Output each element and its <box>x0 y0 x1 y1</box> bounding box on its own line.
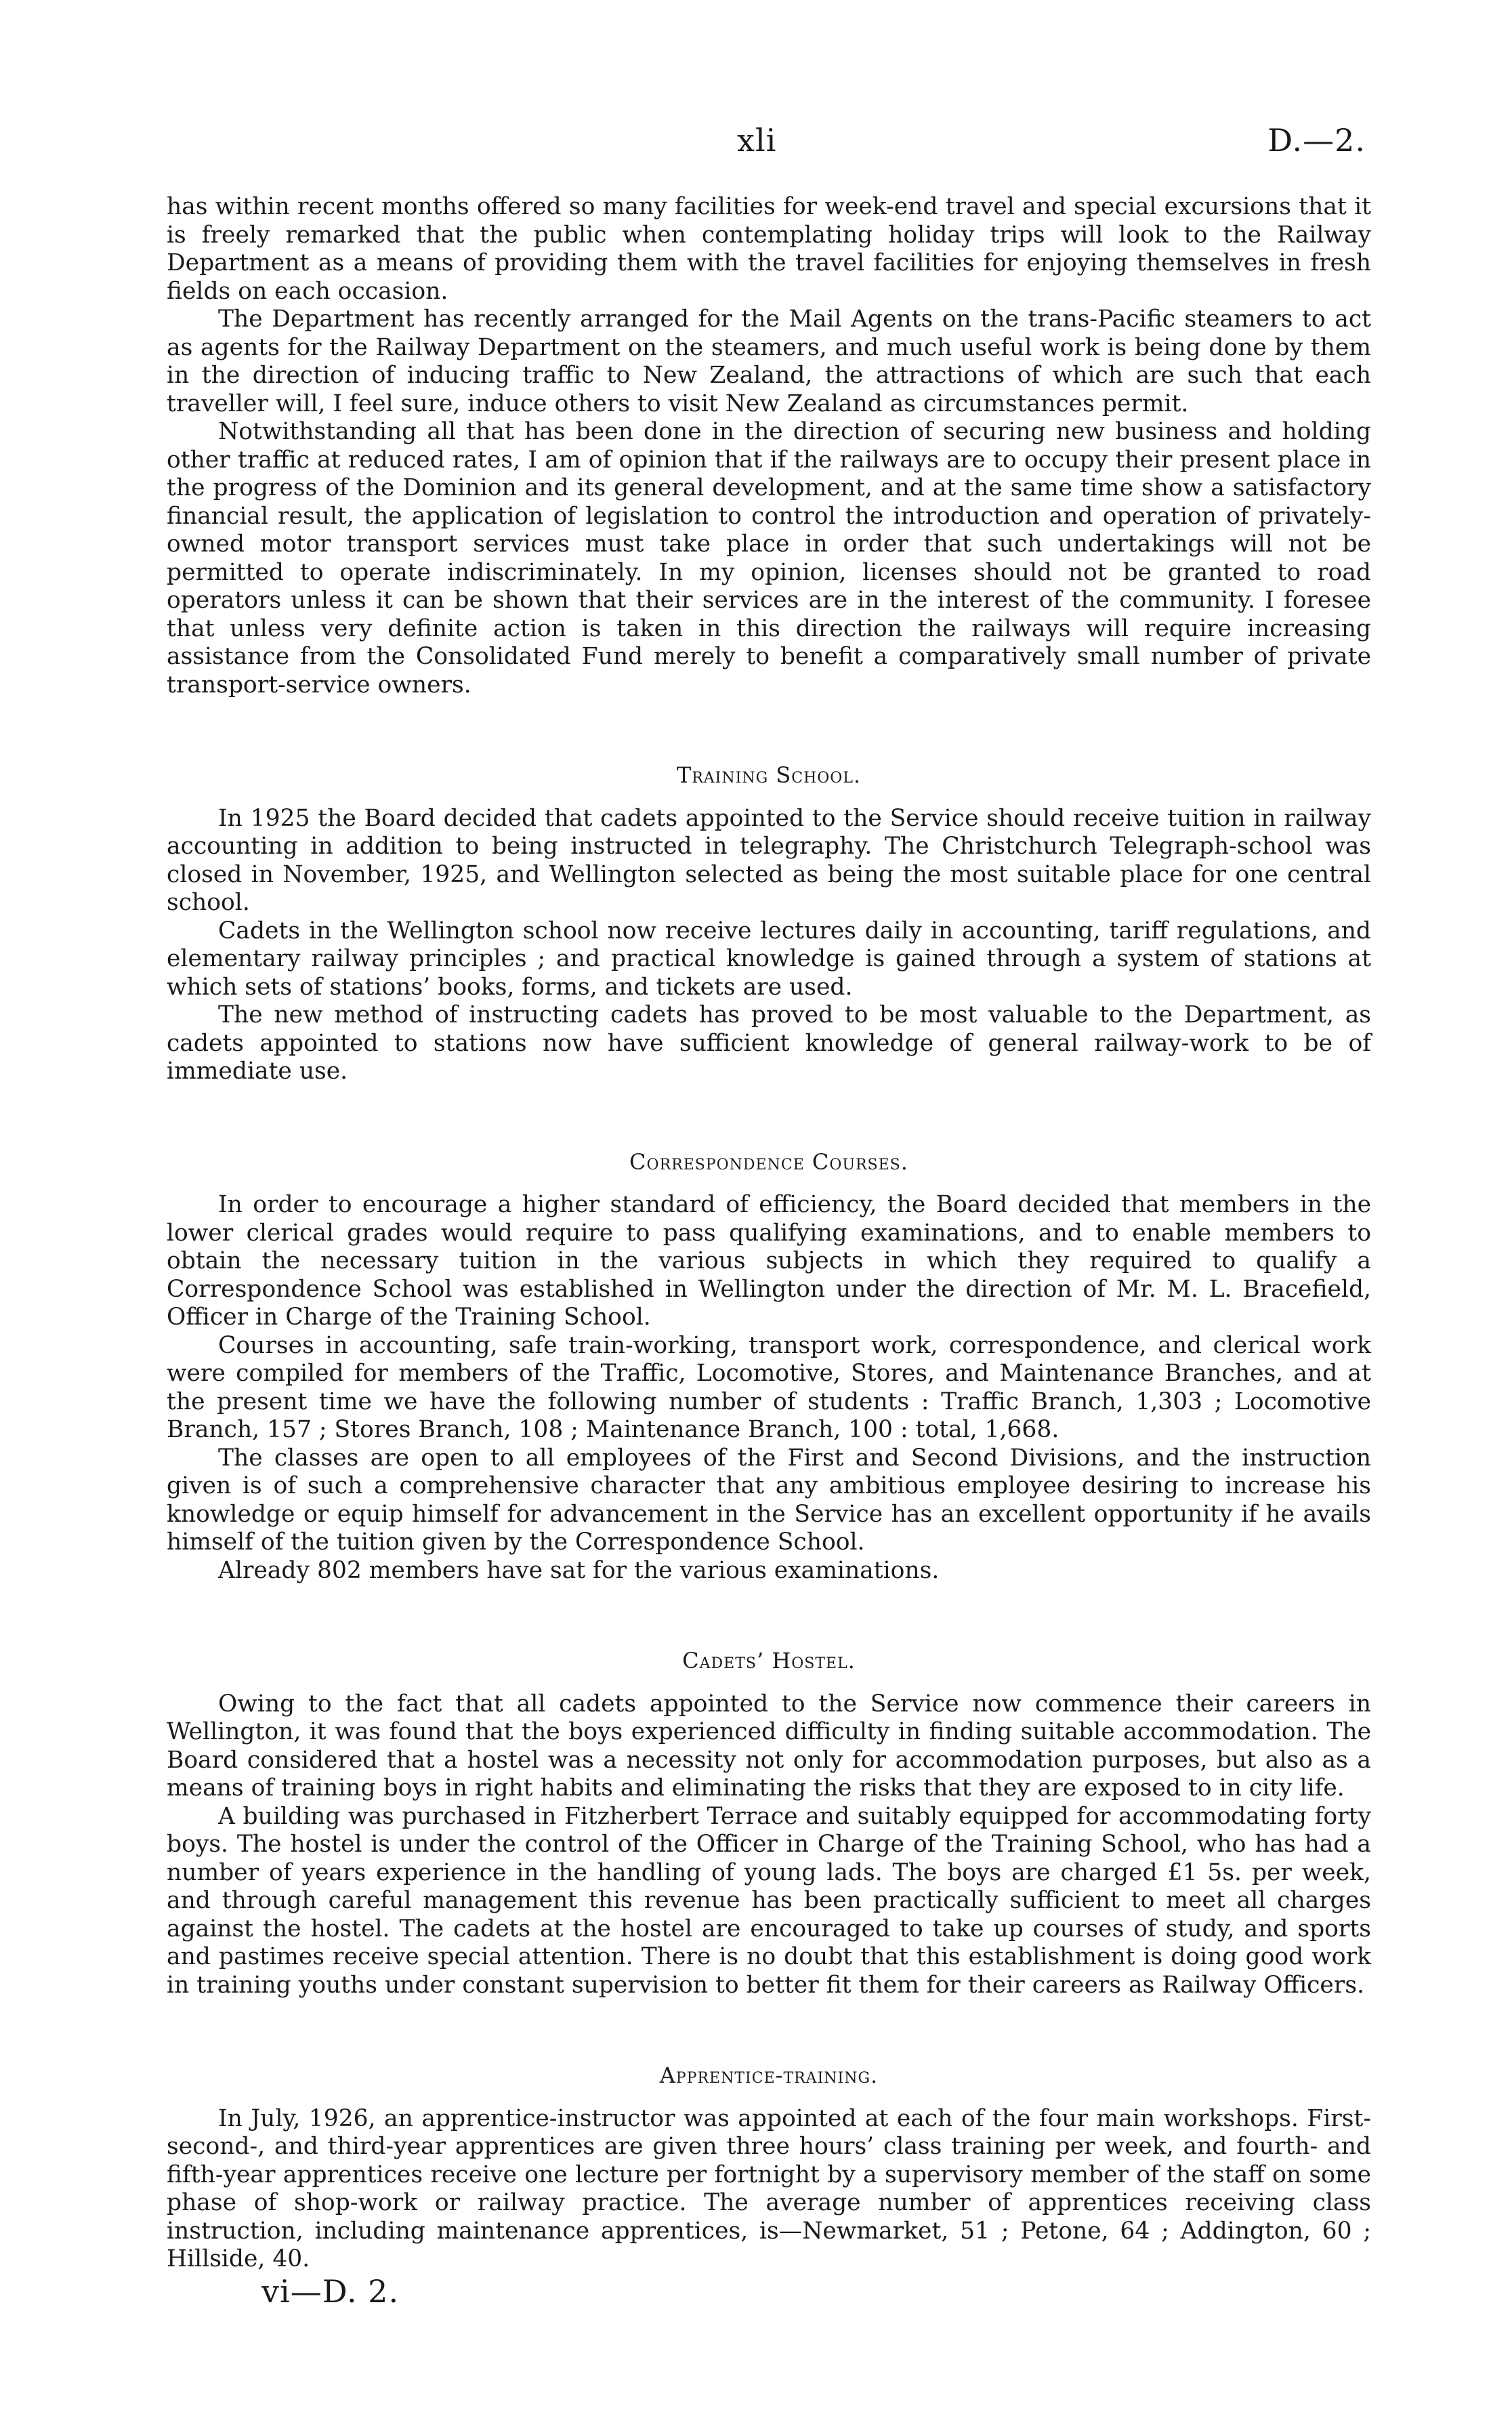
signature-mark: vi—D. 2. <box>261 2273 400 2310</box>
intro-paragraph: has within recent months offered so many facilities for week-end travel and special excursions that it is freely remarked that the public when contemplating holiday trips will look to the Railway Department as a means of providing them with the travel facilities for enjoying themselves in fresh fields on each occasion. <box>167 193 1371 305</box>
section-heading-training-school: Training School. <box>676 762 862 788</box>
section-heading-correspondence-courses: Correspondence Courses. <box>629 1148 908 1175</box>
intro-paragraph: The Department has recently arranged for the Mail Agents on the trans-Pacific steamers to act as agents for the Railway Department on the steamers, and much useful work is being done by them in the direction of inducing traffic to New Zealand, the attractions of which are such that each traveller will, I feel sure, induce others to visit New Zealand as circumstances permit. <box>167 306 1371 417</box>
correspondence-paragraph: In order to encourage a higher standard of efficiency, the Board decided that members in the lower clerical grades would require to pass qualifying examinations, and to enable members to obtain the necessary tuition in the various subjects in which they required to qualify a Correspondence School was established in Wellington under the direction of Mr. M. L. Bracefield, Officer in Charge of the Training School. <box>167 1191 1371 1331</box>
training-paragraph: Cadets in the Wellington school now receive lectures daily in accounting, tariff regulations, and elementary railway principles ; and practical knowledge is gained through a system of stations at which sets of stations’ books, forms, and tickets are used. <box>167 917 1371 1001</box>
page-body <box>167 193 1371 2274</box>
document-reference: D.—2. <box>1267 122 1366 159</box>
page-number: xli <box>737 122 777 159</box>
hostel-paragraph: A building was purchased in Fitzherbert Terrace and suitably equipped for accommodating forty boys. The hostel is under the control of the Officer in Charge of the Training School, who has had a number of years experience in the handling of young lads. The boys are charged £1 5s. per week, and through careful management this revenue has been practically sufficient to meet all charges against the hostel. The cadets at the hostel are encouraged to take up courses of study, and sports and pastimes receive special attention. There is no doubt that this establishment is doing good work in training youths under constant supervision to better fit them for their careers as Railway Officers. <box>167 1802 1371 1999</box>
training-paragraph: The new method of instructing cadets has proved to be most valuable to the Department, as cadets appointed to stations now have sufficient knowledge of general railway-work to be of immediate use. <box>167 1001 1371 1085</box>
correspondence-paragraph: Already 802 members have sat for the various examinations. <box>218 1556 940 1584</box>
page-header <box>0 122 1512 169</box>
apprentice-paragraph: In July, 1926, an apprentice-instructor was appointed at each of the four main workshops. First-second-, and third-year apprentices are given three hours’ class training per week, and fourth- and fifth-year apprentices receive one lecture per fortnight by a supervisory member of the staff on some phase of shop-work or railway practice. The average number of apprentices receiving class instruction, including maintenance apprentices, is—Newmarket, 51 ; Petone, 64 ; Addington, 60 ; Hillside, 40. <box>167 2104 1371 2272</box>
correspondence-paragraph: The classes are open to all employees of the First and Second Divisions, and the instruction given is of such a comprehensive character that any ambitious employee desiring to increase his knowledge or equip himself for advancement in the Service has an excellent opportunity if he avails himself of the tuition given by the Correspondence School. <box>167 1444 1371 1556</box>
section-heading-apprentice-training: Apprentice-training. <box>659 2062 879 2088</box>
section-heading-cadets-hostel: Cadets’ Hostel. <box>682 1648 856 1673</box>
training-paragraph: In 1925 the Board decided that cadets appointed to the Service should receive tuition in railway accounting in addition to being instructed in telegraphy. The Christchurch Telegraph-school was closed in November, 1925, and Wellington selected as being the most suitable place for one central school. <box>167 804 1371 916</box>
hostel-paragraph: Owing to the fact that all cadets appointed to the Service now commence their careers in Wellington, it was found that the boys experienced difficulty in finding suitable accommodation. The Board considered that a hostel was a necessity not only for accommodation purposes, but also as a means of training boys in right habits and eliminating the risks that they are exposed to in city life. <box>167 1690 1371 1802</box>
intro-paragraph: Notwithstanding all that has been done in the direction of securing new business and holding other traffic at reduced rates, I am of opinion that if the railways are to occupy their present place in the progress of the Dominion and its general development, and at the same time show a satisfactory financial result, the application of legislation to control the introduction and operation of privately-owned motor transport services must take place in order that such undertakings will not be permitted to operate indiscriminately. In my opinion, licenses should not be granted to road operators unless it can be shown that their services are in the interest of the community. I foresee that unless very definite action is taken in this direction the railways will require increasing assistance from the Consolidated Fund merely to benefit a comparatively small number of private transport-service owners. <box>167 418 1371 699</box>
correspondence-paragraph: Courses in accounting, safe train-working, transport work, correspondence, and clerical work were compiled for members of the Traffic, Locomotive, Stores, and Maintenance Branches, and at the present time we have the following number of students : Traffic Branch, 1,303 ; Locomotive Branch, 157 ; Stores Branch, 108 ; Maintenance Branch, 100 : total, 1,668. <box>167 1331 1371 1443</box>
